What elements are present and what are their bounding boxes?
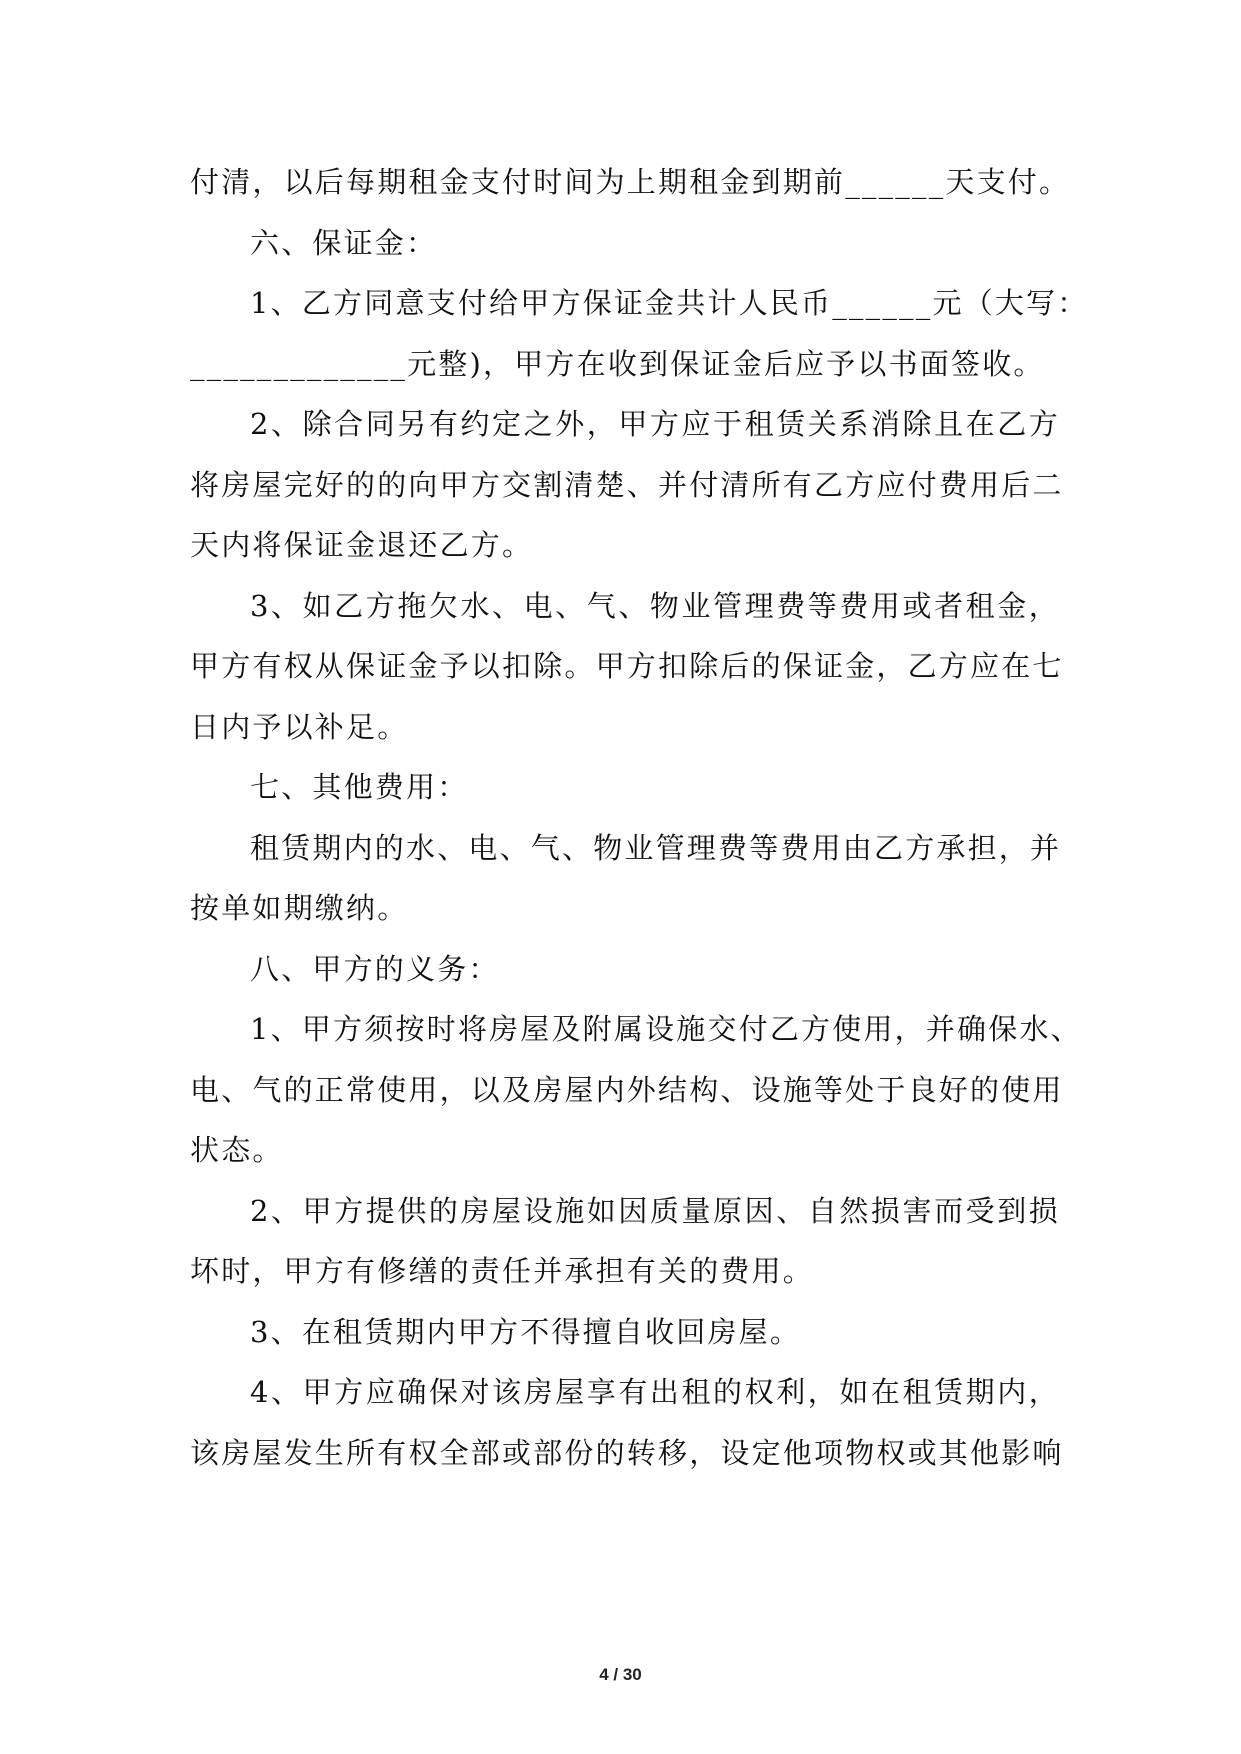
text-line: 2、甲方提供的房屋设施如因质量原因、自然损害而受到损 xyxy=(250,1193,1060,1228)
text-line: 日内予以补足。 xyxy=(190,709,409,744)
text-line: 状态。 xyxy=(190,1133,284,1167)
document-body xyxy=(190,152,1089,1483)
text-line: 六、保证金： xyxy=(250,225,438,260)
text-line: 电、气的正常使用，以及房屋内外结构、设施等处于良好的使用 xyxy=(190,1072,1064,1107)
text-line: _____________元整)，甲方在收到保证金后应予以书面签收。 xyxy=(190,346,1045,381)
text-line: 天内将保证金退还乙方。 xyxy=(190,528,534,562)
text-line: 4、甲方应确保对该房屋享有出租的权利，如在租赁期内， xyxy=(250,1375,1060,1409)
text-line: 付清，以后每期租金支付时间为上期租金到期前______天支付。 xyxy=(190,165,1071,199)
text-line: 七、其他费用： xyxy=(250,770,469,804)
text-line: 3、在租赁期内甲方不得擅自收回房屋。 xyxy=(250,1314,802,1349)
text-line: 该房屋发生所有权全部或部份的转移，设定他项物权或其他影响 xyxy=(190,1435,1064,1470)
text-line: 将房屋完好的的向甲方交割清楚、并付清所有乙方应付费用后二 xyxy=(190,467,1064,502)
text-line: 1、甲方须按时将房屋及附属设施交付乙方使用，并确保水、 xyxy=(250,1012,1082,1046)
page-number: 4 / 30 xyxy=(599,1665,642,1684)
text-line: 坏时，甲方有修缮的责任并承担有关的费用。 xyxy=(190,1254,815,1288)
text-line: 2、除合同另有约定之外，甲方应于租赁关系消除且在乙方 xyxy=(250,407,1060,441)
text-line: 甲方有权从保证金予以扣除。甲方扣除后的保证金，乙方应在七 xyxy=(190,649,1064,683)
text-line: 八、甲方的义务： xyxy=(250,951,500,986)
text-line: 按单如期缴纳。 xyxy=(190,891,409,925)
text-line: 3、如乙方拖欠水、电、气、物业管理费等费用或者租金， xyxy=(250,588,1060,623)
text-line: 1、乙方同意支付给甲方保证金共计人民币______元（大写： xyxy=(250,286,1089,320)
text-line: 租赁期内的水、电、气、物业管理费等费用由乙方承担，并 xyxy=(250,830,1062,865)
